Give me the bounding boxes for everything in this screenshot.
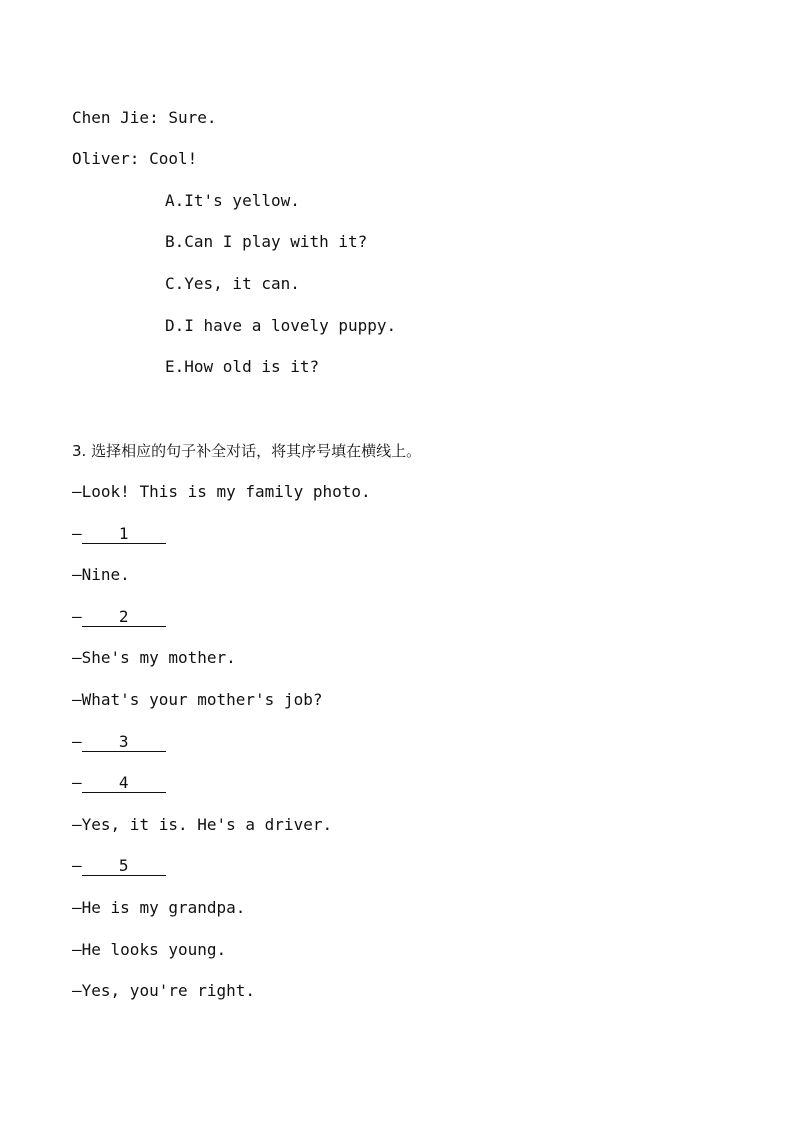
answer-blank[interactable]: 2: [82, 608, 166, 627]
blank-line: [72, 732, 166, 752]
option-a: A.It's yellow.: [165, 191, 300, 210]
blank-line: [72, 607, 166, 627]
dialog-line: [72, 981, 255, 1001]
dialog-text: Look! This is my family photo.: [81, 482, 371, 501]
dash: —: [72, 856, 82, 875]
dash: —: [72, 565, 82, 584]
dialog-line: [72, 648, 236, 668]
dialog-text: She's my mother.: [81, 648, 236, 667]
dialog-line: [72, 898, 245, 918]
question-3-instruction: 3. 选择相应的句子补全对话，将其序号填在横线上。: [72, 442, 422, 460]
dialog-line: [72, 940, 226, 960]
dialog-text: Yes, you're right.: [81, 981, 256, 1000]
answer-blank[interactable]: 3: [82, 733, 166, 752]
dialog-line: [72, 565, 130, 585]
dash: —: [72, 482, 82, 501]
dash: —: [72, 773, 82, 792]
blank-line: [72, 773, 166, 793]
dash: —: [72, 940, 82, 959]
dialog-text: Yes, it is. He's a driver.: [81, 815, 333, 834]
option-c: C.Yes, it can.: [165, 274, 300, 293]
dialog-line: [72, 815, 332, 835]
dialog-text: He looks young.: [81, 940, 227, 959]
dialog-text: He is my grandpa.: [81, 898, 246, 917]
dash: —: [72, 815, 82, 834]
dash: —: [72, 732, 82, 751]
answer-blank[interactable]: 1: [82, 525, 166, 544]
blank-line: [72, 524, 166, 544]
dash: —: [72, 524, 82, 543]
dialog-text: Nine.: [81, 565, 130, 584]
option-d: D.I have a lovely puppy.: [165, 316, 397, 335]
blank-line: [72, 856, 166, 876]
dialog-line: Oliver: Cool!: [72, 149, 198, 168]
dash: —: [72, 898, 82, 917]
dialog-line: [72, 690, 322, 710]
option-e: E.How old is it?: [165, 357, 320, 376]
answer-blank[interactable]: 5: [82, 857, 166, 876]
dialog-text: What's your mother's job?: [81, 690, 323, 709]
dash: —: [72, 981, 82, 1000]
dash: —: [72, 607, 82, 626]
dash: —: [72, 648, 82, 667]
dialog-line: Chen Jie: Sure.: [72, 108, 217, 127]
option-b: B.Can I play with it?: [165, 232, 368, 251]
answer-blank[interactable]: 4: [82, 774, 166, 793]
dash: —: [72, 690, 82, 709]
dialog-line: [72, 482, 371, 502]
